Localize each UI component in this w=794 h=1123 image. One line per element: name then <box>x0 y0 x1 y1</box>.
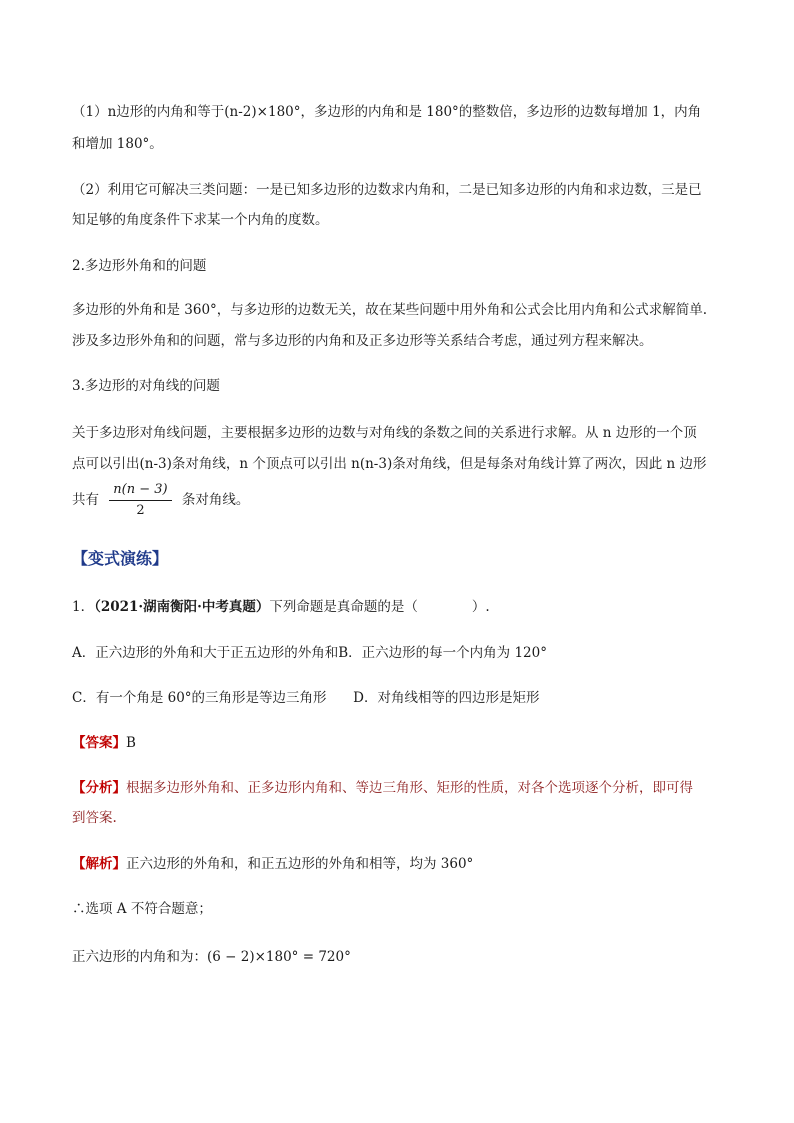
question-number: 1． <box>72 599 95 615</box>
analysis-tag: 【分析】 <box>72 780 126 796</box>
options-cd <box>72 688 732 708</box>
answer-value: B <box>126 735 136 751</box>
s3-line3 <box>72 478 732 522</box>
variant-heading: 【变式演练】 <box>72 549 169 568</box>
question-text: 下列命题是真命题的是（ ）. <box>269 599 490 615</box>
fraction-denominator: 2 <box>136 503 145 518</box>
answer-tag: 【答案】 <box>72 735 126 751</box>
solution-text-1: 正六边形的外角和，和正五边形的外角和相等，均为 360° <box>126 856 474 872</box>
option-a: A．正六边形的外角和大于正五边形的外角和 <box>72 645 339 661</box>
s2-line2: 涉及多边形外角和的问题，常与多边形的内角和及正多边形等关系结合考虑，通过列方程来解决。 <box>72 333 653 349</box>
options-ab <box>72 643 732 663</box>
solution-line3: 正六边形的内角和为：(6 − 2)×180° = 720° <box>72 949 351 965</box>
question-source: （2021·湖南衡阳·中考真题） <box>94 599 270 615</box>
answer-line <box>72 733 732 753</box>
section-3-title: 3.多边形的对角线的问题 <box>72 378 220 394</box>
p1-line1: （1）n边形的内角和等于(n-2)×180°，多边形的内角和是 180°的整数倍，多边形的边数每增加 1，内角 <box>72 104 702 120</box>
s3-line3-pre: 共有 <box>72 492 99 508</box>
s3-line2: 点可以引出(n-3)条对角线，n 个顶点可以引出 n(n-3)条对角线，但是每条对角线计算了两次，因此 n 边形 <box>72 456 707 472</box>
diagonal-count-fraction <box>109 482 171 519</box>
option-d: D．对角线相等的四边形是矩形 <box>353 690 540 706</box>
option-b: B．正六边形的每一个内角为 120° <box>338 645 547 661</box>
analysis-line2: 到答案. <box>72 810 117 826</box>
section-2-title: 2.多边形外角和的问题 <box>72 258 207 274</box>
option-c: C．有一个角是 60°的三角形是等边三角形 <box>72 690 327 706</box>
question-1 <box>72 597 732 617</box>
p1-line2: 和增加 180°。 <box>72 136 163 152</box>
analysis-line1 <box>72 778 732 798</box>
p2-line2: 知足够的角度条件下求某一个内角的度数。 <box>72 212 329 228</box>
fraction-numerator: n(n − 3) <box>109 482 171 501</box>
p2-line1: （2）利用它可解决三类问题：一是已知多边形的边数求内角和，二是已知多边形的内角和求边数，三是已 <box>72 182 702 198</box>
solution-tag: 【解析】 <box>72 856 126 872</box>
s2-line1: 多边形的外角和是 360°，与多边形的边数无关，故在某些问题中用外角和公式会比用内角和公式求解简单. <box>72 302 708 318</box>
s3-line3-post: 条对角线。 <box>181 492 250 508</box>
solution-line2: ∴选项 A 不符合题意； <box>72 901 212 917</box>
analysis-text-1: 根据多边形外角和、正多边形内角和、等边三角形、矩形的性质，对各个选项逐个分析，即可得 <box>126 780 693 796</box>
s3-line1: 关于多边形对角线问题，主要根据多边形的边数与对角线的条数之间的关系进行求解。从 n 边形的一个顶 <box>72 425 697 441</box>
solution-line1 <box>72 854 732 874</box>
